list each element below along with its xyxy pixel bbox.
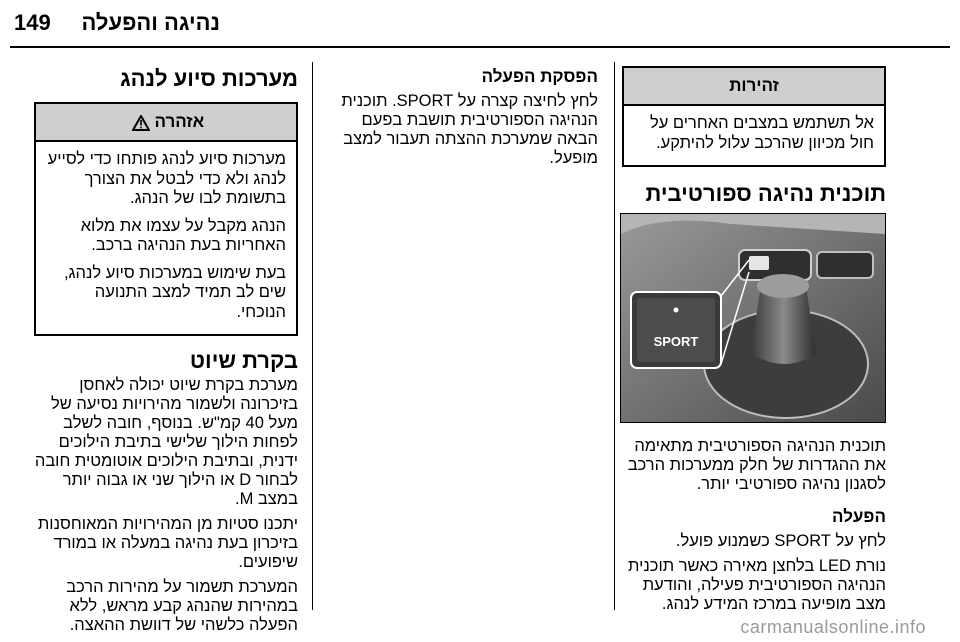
activation-step-2: נורת LED בלחצן מאירה כאשר תוכנית הנהיגה הספורטיבית פעילה, והודעת מצב מופיעה במרכז המידע לנהג. (628, 557, 886, 613)
caution-box-title: זהירות (624, 68, 884, 106)
middle-column (322, 66, 598, 174)
right-column (622, 66, 886, 620)
caution-box-text: אל תשתמש במצבים האחרים על חול מכיוון שהרכב עלול להיתקע. (649, 114, 874, 152)
column-divider-left (312, 62, 313, 610)
warning-box-header (36, 104, 296, 142)
sport-program-description: תוכנית הנהיגה הספורטיבית מתאימה את ההגדרות של חלק ממערכות הרכב לסגנון נהיגה ספורטיבי יותר. (627, 437, 886, 493)
warning-text-2: הנהג מקבל על עצמו את מלוא האחריות בעת הנהיגה ברכב. (80, 216, 286, 254)
deactivation-text: לחץ לחיצה קצרה על SPORT. תוכנית הנהיגה הספורטיבית תושבת בפעם הבאה שמערכת ההצתה תעבור למצב מופעל. (341, 92, 598, 167)
cruise-control-text-1: מערכת בקרת שיוט יכולה לאחסן בזיכרונה ולשמור מהירויות נסיעה של מעל 40 קמ"ש. בנוסף, חובה לשלב לפחות הילוך שלישי בתיבת הילוכים ידנית, ובתיבת הילוכים אוטומטית חובה לבחור D או הילוך שני או גבוה יותר במצב M. (34, 376, 298, 508)
sport-button-label: SPORT (653, 334, 699, 349)
activation-title: הפעלה (832, 507, 886, 526)
cruise-control-title: בקרת שיוט (189, 348, 298, 373)
cruise-control-text-2: יתכנו סטיות מן המהירויות המאוחסנות בזיכרון בעת נהיגה במעלה או במורד שיפועים. (37, 515, 298, 571)
driver-assistance-title: מערכות סיוע לנהג (120, 66, 298, 91)
left-column (34, 66, 298, 641)
activation-step-1: לחץ על SPORT כשמנוע פועל. (675, 532, 886, 550)
warning-triangle-icon (132, 115, 150, 131)
sport-program-title: תוכנית נהיגה ספורטיבית (645, 181, 886, 206)
cruise-control-text-3: המערכת תשמור על מהירות הרכב במהירות שהנהג קבע מראש, ללא הפעלה כלשהי של דוושת ההאצה. (66, 578, 298, 634)
header-rule (10, 46, 950, 48)
caution-box-body (624, 106, 884, 165)
warning-box (34, 102, 298, 336)
gear-console-photo (620, 213, 886, 423)
page-header-title: נהיגה והפעלה (81, 10, 220, 35)
column-divider-right (614, 62, 615, 610)
watermark: carmanualsonline.info (740, 617, 926, 637)
warning-box-title: אזהרה (154, 112, 205, 131)
warning-box-body (36, 142, 296, 334)
warning-text-3: בעת שימוש במערכות סיוע לנהג, שים לב תמיד למצב התנועה הנוכחי. (63, 263, 286, 321)
deactivation-title: הפסקת הפעלה (481, 67, 598, 86)
page-number: 149 (14, 10, 51, 35)
caution-box (622, 66, 886, 167)
warning-text-1: מערכות סיוע לנהג פותחו כדי לסייע לנהג ולא כדי לבטל את הצורך בתשומת לבו של הנהג. (47, 150, 286, 207)
gear-console-illustration (621, 214, 885, 422)
